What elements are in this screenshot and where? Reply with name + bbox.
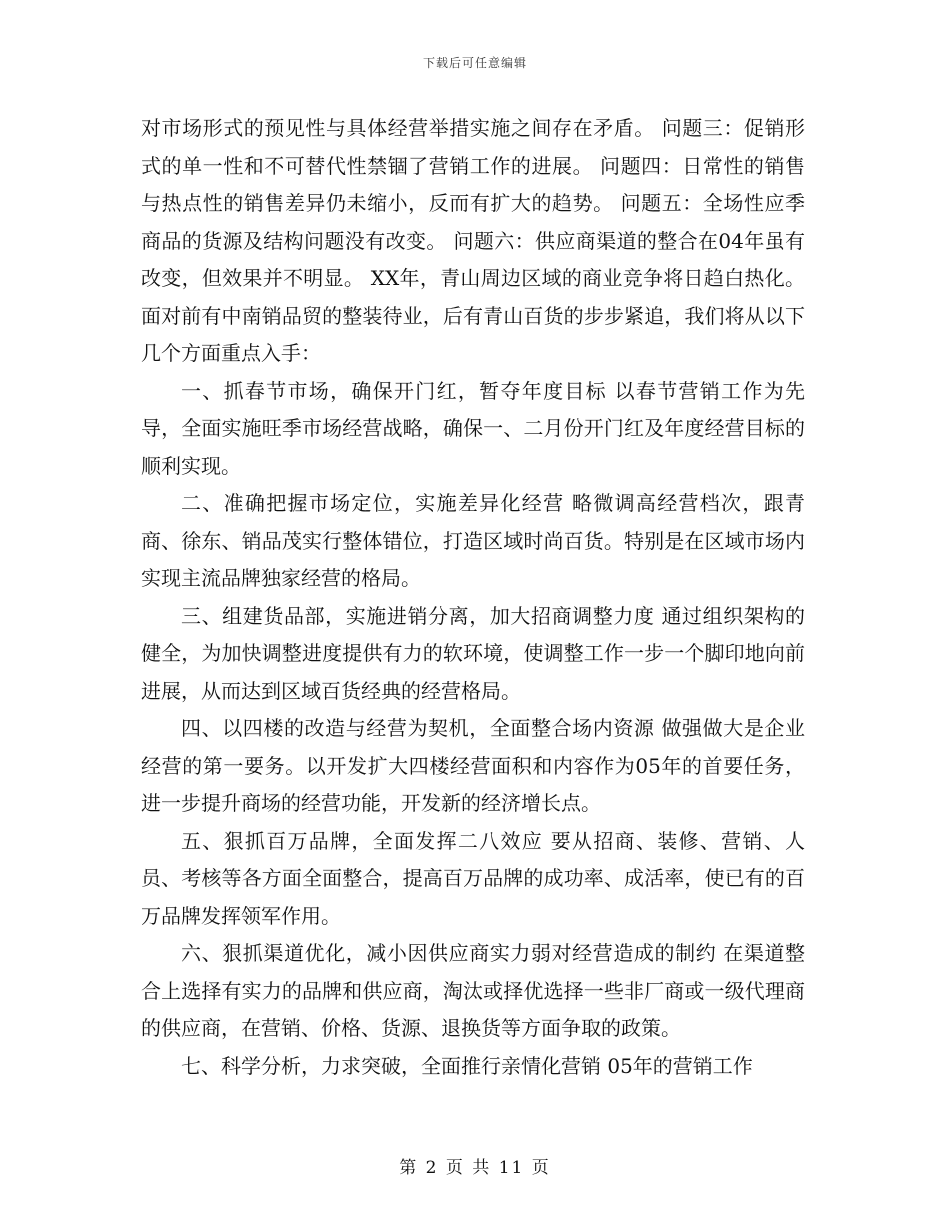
paragraph-item-1: 一、抓春节市场，确保开门红，暂夺年度目标 以春节营销工作为先导，全面实施旺季市场经营战略，确保一、二月份开门红及年度经营目标的顺利实现。 <box>141 378 805 478</box>
paragraph-item-3: 三、组建货品部，实施进销分离，加大招商调整力度 通过组织架构的健全，为加快调整进度提供有力的软环境，使调整工作一步一个脚印地向前进展，从而达到区域百货经典的经营格局。 <box>141 603 805 703</box>
paragraph-item-4: 四、以四楼的改造与经营为契机，全面整合场内资源 做强做大是企业经营的第一要务。以开发扩大四楼经营面积和内容作为05年的首要任务，进一步提升商场的经营功能，开发新的经济增长点。 <box>141 716 805 815</box>
paragraph-item-7: 七、科学分析，力求突破，全面推行亲情化营销 05年的营销工作 <box>181 1053 753 1078</box>
paragraph-item-5: 五、狠抓百万品牌，全面发挥二八效应 要从招商、装修、营销、人员、考核等各方面全面整合，提高百万品牌的成功率、成活率，使已有的百万品牌发挥领军作用。 <box>141 828 805 928</box>
paragraph-problems-summary: 对市场形式的预见性与具体经营举措实施之间存在矛盾。 问题三：促销形式的单一性和不可替代性禁锢了营销工作的进展。 问题四：日常性的销售与热点性的销售差异仍未缩小，反而有扩大的趋势。 问题五：全场性应季商品的货源及结构问题没有改变。 问题六：供应商渠道的整合在04年虽有改变，但效果并不明显。 XX年，青山周边区域的商业竞争将日趋白热化。面对前有中南销品贸的整装待业，后有青山百货的步步紧追，我们将从以下几个方面重点入手： <box>141 116 805 365</box>
paragraph-item-6: 六、狠抓渠道优化，减小因供应商实力弱对经营造成的制约 在渠道整合上选择有实力的品牌和供应商，淘汰或择优选择一些非厂商或一级代理商的供应商，在营销、价格、货源、退换货等方面争取的政策。 <box>141 941 805 1040</box>
page-header-note: 下载后可任意编辑 <box>422 56 527 70</box>
document-body <box>141 110 805 1085</box>
paragraph-item-2: 二、准确把握市场定位，实施差异化经营 略微调高经营档次，跟青商、徐东、销品茂实行整体错位，打造区域时尚百货。特别是在区域市场内实现主流品牌独家经营的格局。 <box>141 491 805 590</box>
page-number-footer: 第 2 页 共 11 页 <box>399 1158 551 1178</box>
